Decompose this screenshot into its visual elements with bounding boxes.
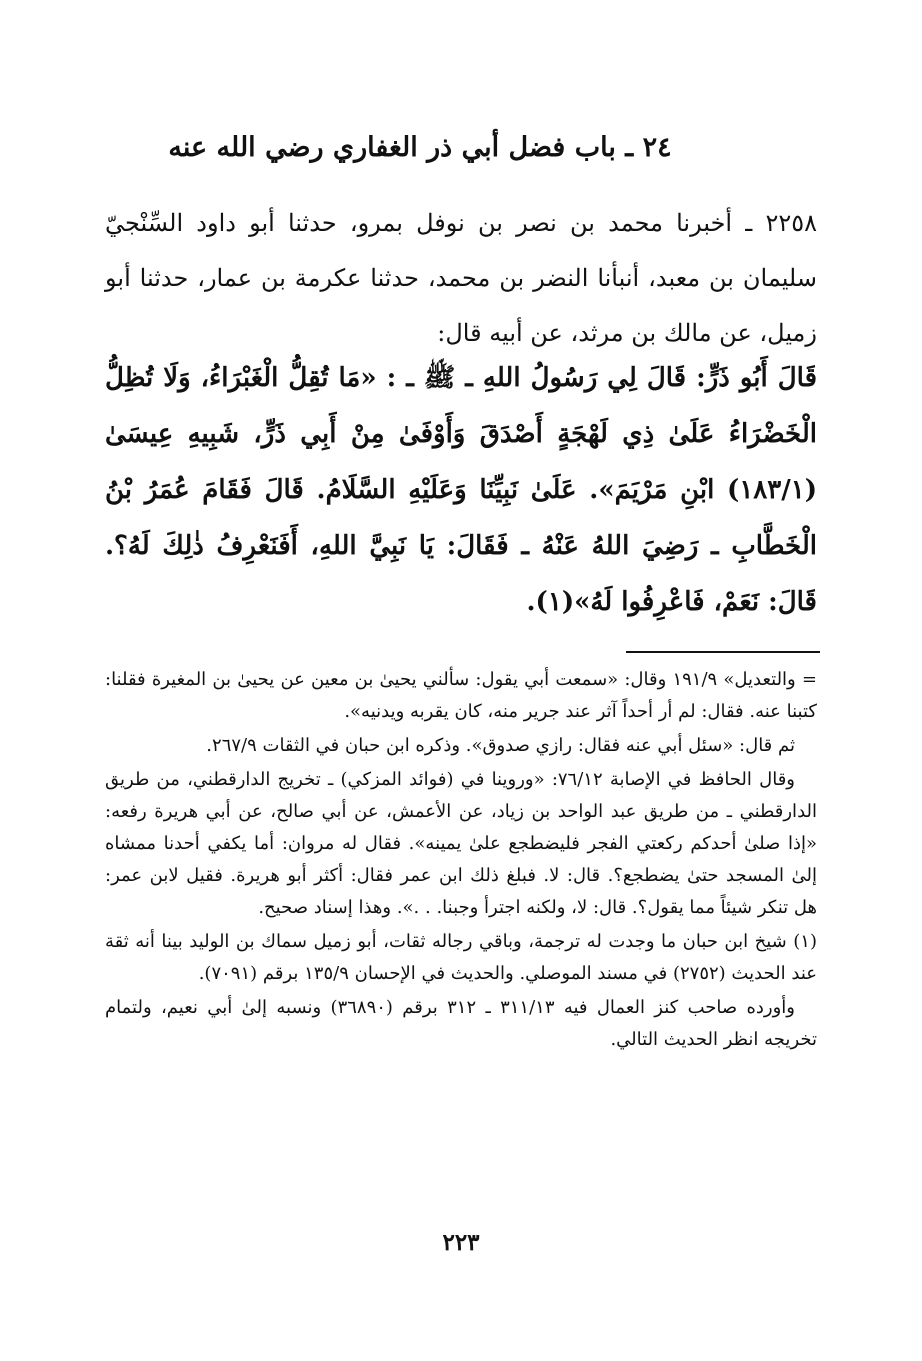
footnote-separator [626,651,820,653]
footnote-1: (١) شيخ ابن حبان ما وجدت له ترجمة، وباقي رجاله ثقات، أبو زميل سماك بن الوليد بينا أنه ثقة عند الحديث (٢٧٥٢) في مسند الموصلي. والحديث في الإحسان ١٣٥/٩ برقم (٧٠٩١). [105,931,817,984]
footnote-paragraph: وقال الحافظ في الإصابة ٧٦/١٢: «وروينا في (فوائد المزكي) ـ تخريج الدارقطني، من طريق الدارقطني ـ من طريق عبد الواحد بن زياد، عن الأعمش، عن أبي صالح، عن أبي هريرة رفعه: «إذا صلىٰ أحدكم ركعتي الفجر فليضطجع علىٰ يمينه». فقال له مروان: أما يكفي أحدنا ممشاه إلىٰ المسجد حتىٰ يضطجع؟. قال: لا. فبلغ ذلك ابن عمر فقال: أكثر أبو هريرة. فقيل لابن عمر: هل تنكر شيئاً مما يقول؟. قال: لا، ولكنه اجترأ وجبنا. . .». وهذا إسناد صحيح. [105,769,817,918]
hadith-matn: قَالَ أَبُو ذَرٍّ: قَالَ لِي رَسُولُ اللهِ ـ ﷺ ـ : «مَا تُقِلُّ الْغَبْرَاءُ، وَلَا تُظِلُّ الْخَضْرَاءُ عَلَىٰ ذِي لَهْجَةٍ أَصْدَقَ وَأَوْفَىٰ مِنْ أَبِي ذَرٍّ، شَبِيهِ عِيسَىٰ (١٨٣/١) ابْنِ مَرْيَمَ». عَلَىٰ نَبِيِّنَا وَعَلَيْهِ السَّلَامُ. قَالَ فَقَامَ عُمَرُ بْنُ الْخَطَّابِ ـ رَضِيَ اللهُ عَنْهُ ـ فَقَالَ: يَا نَبِيَّ اللهِ، أَفَنَعْرِفُ ذٰلِكَ لَهُ؟. قَالَ: نَعَمْ، فَاعْرِفُوا لَهُ»(١). [105,363,817,617]
footnote-paragraph: وأورده صاحب كنز العمال فيه ٣١١/١٣ ـ ٣١٢ برقم (٣٦٨٩٠) ونسبه إلىٰ أبي نعيم، ولتمام تخريجه انظر الحديث التالي. [105,997,817,1050]
footnote-paragraph: ثم قال: «سئل أبي عنه فقال: رازي صدوق». وذكره ابن حبان في الثقات ٢٦٧/٩. [206,735,795,756]
hadith-isnad: ٢٢٥٨ ـ أخبرنا محمد بن نصر بن نوفل بمرو، حدثنا أبو داود السِّنْجيّ سليمان بن معبد، أنبأنا النضر بن محمد، حدثنا عكرمة بن عمار، حدثنا أبو زميل، عن مالك بن مرثد، عن أبيه قال: [105,209,817,347]
footnote-continuation: = والتعديل» ١٩١/٩ وقال: «سمعت أبي يقول: سألني يحيىٰ بن معين عن يحيىٰ بن المغيرة فقلنا: كتبنا عنه. فقال: لم أر أحداً آثر عند جرير منه، كان يقربه ويدنيه». [105,669,817,722]
chapter-title: ٢٤ ـ باب فضل أبي ذر الغفاري رضي الله عنه [168,132,672,163]
footnotes-section [105,664,817,1058]
page-number: ٢٢٣ [442,1229,480,1256]
